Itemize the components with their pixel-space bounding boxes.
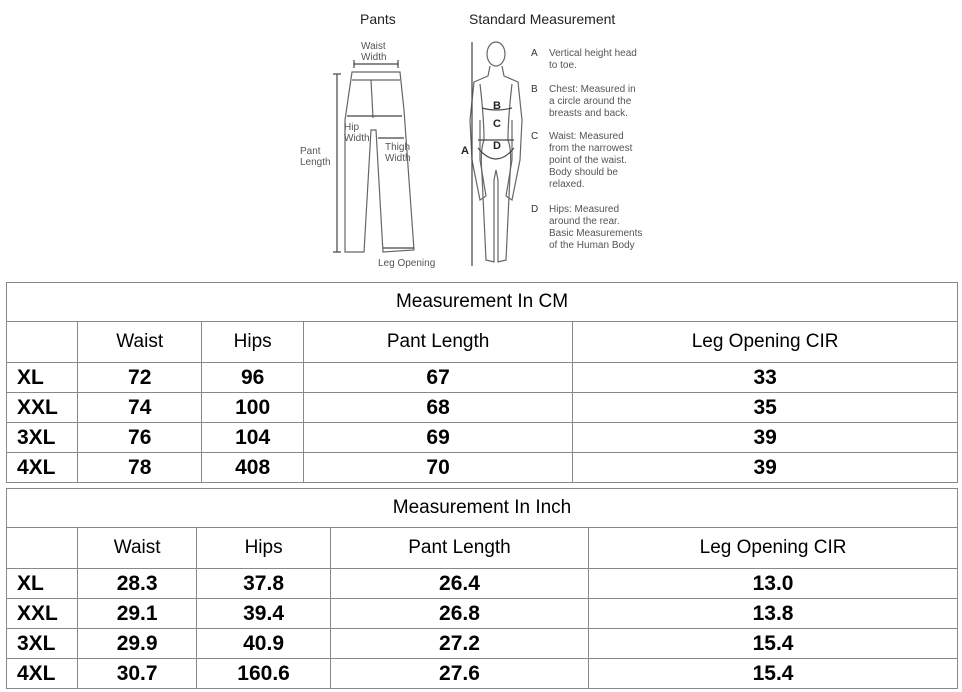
pant-length-value: 68 — [303, 393, 572, 423]
leg-opening-value: 35 — [573, 393, 958, 423]
inch-header-pant-length: Pant Length — [330, 528, 588, 569]
illustration-drawing — [0, 0, 962, 278]
body-letter-c: C — [493, 118, 501, 130]
size-label: XL — [7, 569, 78, 599]
waist-value: 30.7 — [78, 659, 197, 689]
pant-length-value: 27.2 — [330, 629, 588, 659]
note-c: Waist: Measured from the narrowest point of the waist. Body should be relaxed. — [549, 131, 633, 190]
pant-length-value: 67 — [303, 363, 572, 393]
leg-opening-value: 39 — [573, 423, 958, 453]
leg-opening-value: 13.0 — [589, 569, 958, 599]
size-label: 4XL — [7, 659, 78, 689]
table-row — [7, 599, 958, 629]
inch-header-size-corner — [7, 528, 78, 569]
cm-size-table — [6, 282, 958, 483]
note-letter-b: B — [531, 84, 538, 95]
size-label: 3XL — [7, 629, 78, 659]
waist-value: 74 — [78, 393, 202, 423]
waist-value: 29.9 — [78, 629, 197, 659]
hips-value: 160.6 — [197, 659, 331, 689]
standard-measurement-title: Standard Measurement — [469, 11, 616, 27]
pant-length-value: 26.4 — [330, 569, 588, 599]
hips-value: 39.4 — [197, 599, 331, 629]
pants-title: Pants — [360, 11, 396, 27]
pant-length-value: 70 — [303, 453, 572, 483]
inch-header-leg-opening: Leg Opening CIR — [589, 528, 958, 569]
leg-opening-value: 15.4 — [589, 659, 958, 689]
waist-value: 72 — [78, 363, 202, 393]
table-row — [7, 569, 958, 599]
table-row — [7, 629, 958, 659]
hips-value: 37.8 — [197, 569, 331, 599]
leg-opening-value: 39 — [573, 453, 958, 483]
size-label: 4XL — [7, 453, 78, 483]
waist-value: 78 — [78, 453, 202, 483]
cm-table-title: Measurement In CM — [7, 283, 958, 322]
table-row — [7, 393, 958, 423]
hips-value: 104 — [202, 423, 304, 453]
hips-value: 40.9 — [197, 629, 331, 659]
waist-width-label: Waist Width — [361, 41, 387, 63]
size-label: 3XL — [7, 423, 78, 453]
leg-opening-label: Leg Opening — [378, 258, 436, 269]
table-row — [7, 363, 958, 393]
note-b: Chest: Measured in a circle around the breasts and back. — [549, 84, 636, 119]
body-letter-d: D — [493, 140, 501, 152]
hip-width-label: Hip Width — [344, 122, 370, 144]
cm-header-hips: Hips — [202, 322, 304, 363]
size-label: XXL — [7, 393, 78, 423]
pant-length-value: 69 — [303, 423, 572, 453]
leg-opening-value: 13.8 — [589, 599, 958, 629]
cm-header-size-corner — [7, 322, 78, 363]
inch-header-row — [7, 528, 958, 569]
note-d: Hips: Measured around the rear. Basic Measurements of the Human Body — [549, 204, 643, 251]
leg-opening-value: 33 — [573, 363, 958, 393]
table-row — [7, 659, 958, 689]
inch-header-waist: Waist — [78, 528, 197, 569]
pant-length-value: 27.6 — [330, 659, 588, 689]
body-letter-a: A — [461, 145, 469, 157]
thigh-width-label: Thigh Width — [385, 142, 411, 164]
cm-header-leg-opening: Leg Opening CIR — [573, 322, 958, 363]
waist-value: 28.3 — [78, 569, 197, 599]
note-letter-c: C — [531, 131, 539, 142]
size-label: XL — [7, 363, 78, 393]
hips-value: 96 — [202, 363, 304, 393]
cm-header-row — [7, 322, 958, 363]
hips-value: 100 — [202, 393, 304, 423]
note-letter-a: A — [531, 48, 538, 59]
body-drawing — [470, 42, 522, 266]
waist-value: 29.1 — [78, 599, 197, 629]
cm-header-pant-length: Pant Length — [303, 322, 572, 363]
measurement-illustration — [0, 0, 962, 278]
note-letter-d: D — [531, 204, 539, 215]
table-row — [7, 423, 958, 453]
inch-table-title: Measurement In Inch — [7, 489, 958, 528]
waist-value: 76 — [78, 423, 202, 453]
size-label: XXL — [7, 599, 78, 629]
inch-header-hips: Hips — [197, 528, 331, 569]
hips-value: 408 — [202, 453, 304, 483]
pant-length-value: 26.8 — [330, 599, 588, 629]
leg-opening-value: 15.4 — [589, 629, 958, 659]
table-row — [7, 453, 958, 483]
note-a: Vertical height head to toe. — [549, 48, 637, 71]
body-letter-b: B — [493, 100, 501, 112]
cm-header-waist: Waist — [78, 322, 202, 363]
inch-size-table — [6, 488, 958, 689]
pant-length-label: Pant Length — [300, 146, 331, 168]
